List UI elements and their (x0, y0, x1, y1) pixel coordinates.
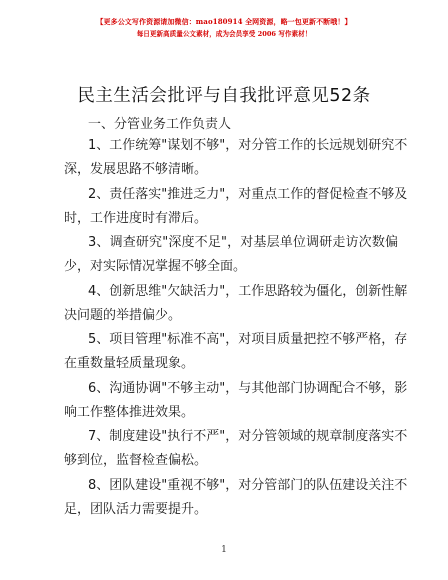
promo-banner-line-1: 【更多公文写作资源请加微信：mao180914 全网资源，略一包更新不断哦！】 (96, 17, 352, 26)
list-item (64, 377, 408, 425)
list-item (64, 183, 408, 231)
list-item (64, 231, 398, 279)
list-item (64, 425, 408, 473)
list-item-line: 深，发展思路不够清晰。 (64, 162, 208, 177)
list-item-line: 4、创新思维"欠缺活力"，工作思路较为僵化，创新性解 (88, 283, 408, 299)
list-item-line: 足，团队活力需要提升。 (64, 501, 208, 517)
list-item-line: 5、项目管理"标准不高"，对项目质量把控不够严格，存 (88, 332, 408, 347)
page-number: 1 (221, 545, 227, 555)
list-item (64, 134, 408, 182)
list-item-line: 2、责任落实"推进乏力"，对重点工作的督促检查不够及 (88, 186, 408, 202)
list-item-line: 响工作整体推进效果。 (64, 404, 195, 420)
list-item-line: 在重数量轻质量现象。 (64, 356, 195, 371)
list-item (64, 474, 408, 522)
list-item (64, 328, 408, 376)
document-title: 民主生活会批评与自我批评意见52条 (77, 86, 371, 106)
list-item-line: 决问题的举措偏少。 (64, 307, 182, 323)
list-item-line: 7、制度建设"执行不严"，对分管领域的规章制度落实不 (88, 429, 408, 444)
list-item-line: 6、沟通协调"不够主动"，与其他部门协调配合不够，影 (88, 380, 408, 396)
list-item-line: 少，对实际情况掌握不够全面。 (64, 259, 247, 274)
list-item-line: 时，工作进度时有滞后。 (64, 210, 208, 226)
list-item-line: 够到位，监督检查偏松。 (64, 453, 208, 468)
critique-list (64, 134, 408, 522)
promo-banner-line-2: 每日更新高质量公文素材，成为会员享受 2006 写作素材！ (136, 30, 312, 38)
list-item-line: 1、工作统筹"谋划不够"，对分管工作的长远规划研究不 (88, 138, 408, 153)
list-item-line: 3、调查研究"深度不足"，对基层单位调研走访次数偏 (88, 235, 398, 250)
list-item-line: 8、团队建设"重视不够"，对分管部门的队伍建设关注不 (88, 477, 408, 493)
section-heading: 一、分管业务工作负责人 (88, 117, 232, 132)
list-item (64, 280, 408, 328)
